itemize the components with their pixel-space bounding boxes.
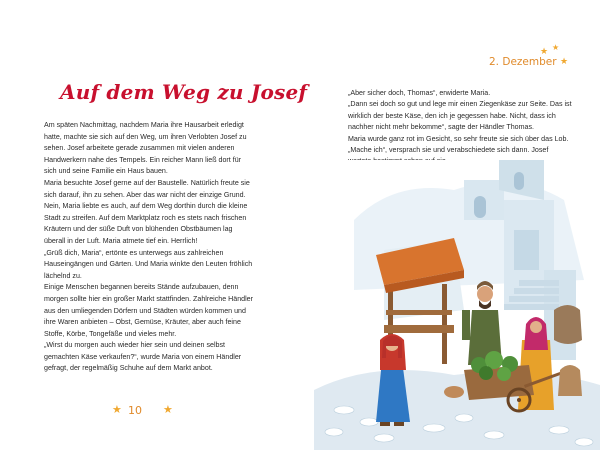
paragraph: „Wirst du morgen auch wieder hier sein und deinen selbst gemachten Käse verkaufen?“, wurde Maria von einem Händler gefragt, der regelmäßig Schuhe auf dem Markt anbot.	[44, 341, 242, 373]
page-title: Auf dem Weg zu Josef	[60, 80, 308, 104]
star-icon: ★	[163, 404, 173, 416]
star-icon: ★	[112, 404, 122, 416]
date-heading: 2. Dezember	[489, 56, 557, 68]
star-icon: ★	[552, 43, 560, 52]
paragraph: Maria besuchte Josef gerne auf der Baustelle. Natürlich freute sie sich darauf, ihn zu sehen. Aber das war nicht der einzige Grund. Nein, Maria liebte es auch, auf dem Weg dorthin durch die kleine Stadt zu streifen. Auf dem Marktplatz roch es stets nach frischen Kräutern und der süße Duft von blühenden Obstbäumen lag überall in der Luft. Maria atmete tief ein. Herrlich!	[44, 178, 250, 245]
paragraph: Am späten Nachmittag, nachdem Maria ihre Hausarbeit erledigt hatte, machte sie sich auf den Weg, um ihren Verlobten Josef zu sehen. Josef arbeitete gerade zusammen mit vielen anderen Handwerkern nahe des Tempels. Ein reicher Mann ließ dort für sich und seine Familie ein Haus bauen.	[44, 121, 247, 176]
left-body-text	[44, 120, 254, 375]
star-icon: ★	[540, 46, 549, 56]
right-body-text	[348, 88, 572, 168]
page-number: 10	[128, 404, 142, 417]
right-page	[300, 0, 600, 472]
paragraph: „Aber sicher doch, Thomas“, erwiderte Maria.	[348, 89, 491, 97]
paragraph: „Dann sei doch so gut und lege mir einen Ziegenkäse zur Seite. Das ist wirklich der beste Käse, den ich je gegessen habe. Nicht, dass ich nachher nicht mehr bekomme“, sagte der Händler Thomas.	[348, 100, 572, 132]
market-scene-illustration	[314, 160, 600, 450]
paragraph: Einige Menschen begannen bereits Stände aufzubauen, denn morgen sollte hier ein großer Markt stattfinden. Zahlreiche Händler aus den umliegenden Dörfern und Städten würden kommen und ihre Waren anbieten – Obst, Gemüse, Kräuter, aber auch feine Stoffe, Körbe, Tongefäße und vieles mehr.	[44, 283, 253, 338]
star-icon: ★	[560, 56, 569, 66]
paragraph: Maria wurde ganz rot im Gesicht, so sehr freute sie sich über das Lob. „Mache ich“, versprach sie und verabschiedete sich dann. Josef	[348, 134, 569, 155]
paragraph: „Grüß dich, Maria“, ertönte es unterwegs aus zahlreichen Hauseingängen und Gärten. Und Maria winkte den Leuten fröhlich lächelnd zu.	[44, 248, 253, 280]
